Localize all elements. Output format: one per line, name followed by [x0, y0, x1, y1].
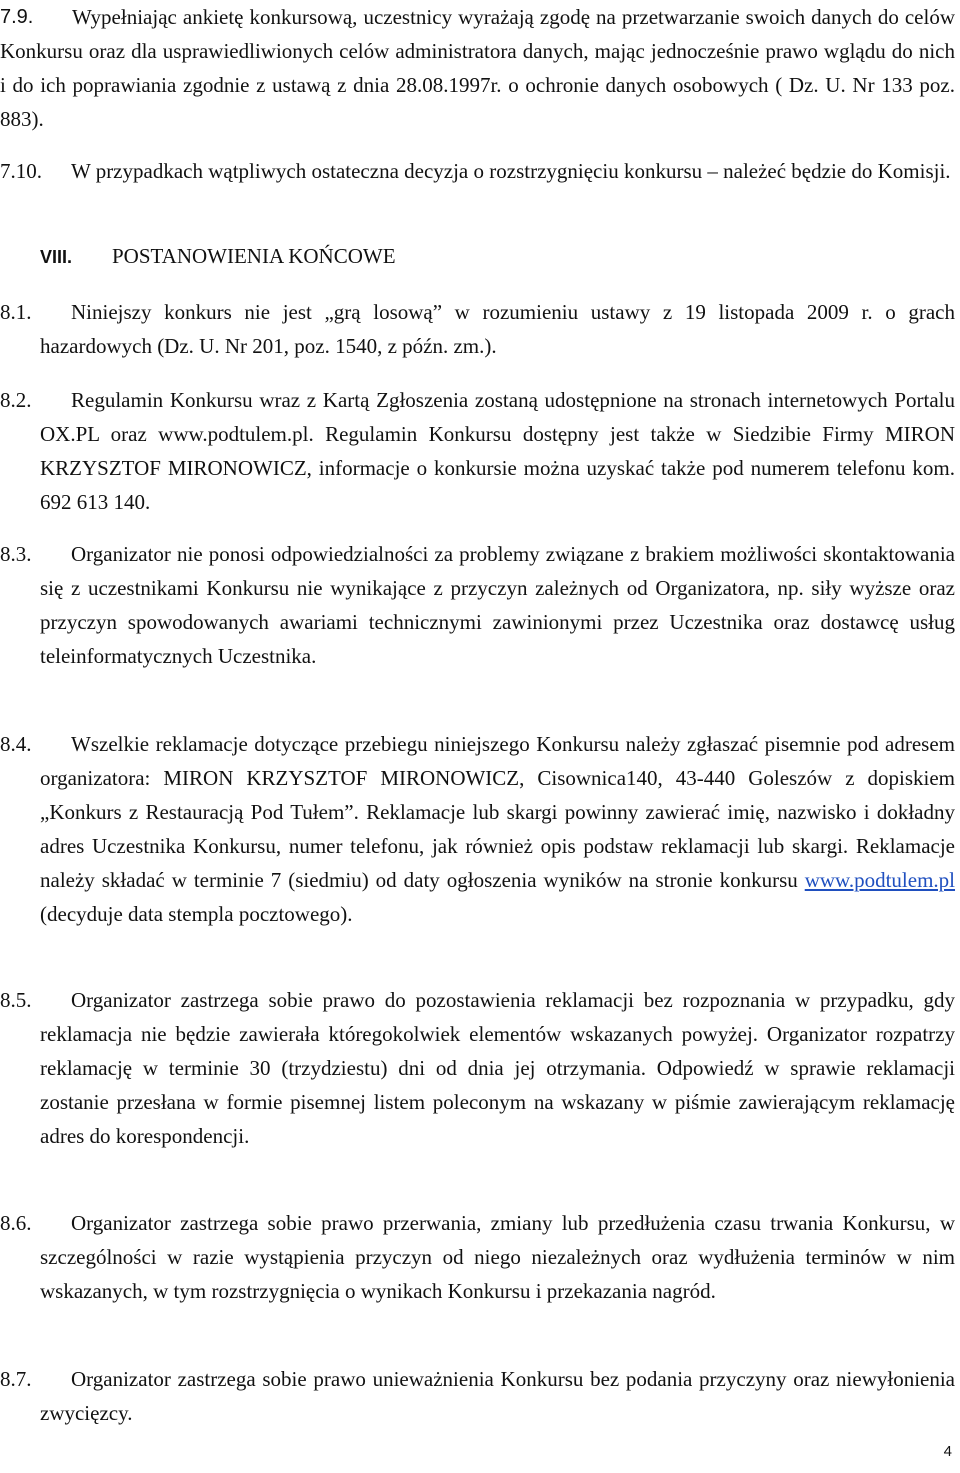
paragraph-text: Wypełniając ankietę konkursową, uczestnicy wyrażają zgodę na przetwarzanie swoich danych do celów Konkursu oraz dla usprawiedliwionych celów administratora danych, mając jednocześnie prawo wglądu do nich i do ich poprawiania zgodnie z ustawą z dnia 28.08.1997r. o ochronie danych osobowych ( Dz. U. Nr 133 poz. 883). [0, 5, 955, 131]
paragraph-number: 8.1. [0, 300, 32, 324]
page-number: 4 [943, 1443, 952, 1460]
paragraph-7-9 [0, 0, 955, 136]
paragraph-text-after-link: (decyduje data stempla pocztowego). [40, 902, 353, 926]
paragraph-number: 8.4. [0, 732, 32, 756]
paragraph-number: 8.6. [0, 1211, 32, 1235]
paragraph-number: 8.3. [0, 542, 32, 566]
paragraph-7-10 [0, 154, 955, 188]
paragraph-number: 7.10. [0, 159, 42, 183]
paragraph-text: Organizator nie ponosi odpowiedzialności za problemy związane z brakiem możliwości skontaktowania się z uczestnikami Konkursu nie wynikające z przyczyn zależnych od Organizatora, np. siły wyższe oraz przyczyn spowodowanych awariami technicznymi zawinionymi przez Uczestnika oraz dostawcę usług teleinformatycznych Uczestnika. [40, 542, 955, 668]
paragraph-8-5 [0, 983, 955, 1153]
paragraph-number: 8.7. [0, 1367, 32, 1391]
paragraph-8-7 [0, 1362, 955, 1430]
paragraph-text: W przypadkach wątpliwych ostateczna decyzja o rozstrzygnięciu konkursu – należeć będzie do Komisji. [71, 159, 951, 183]
paragraph-8-3 [0, 537, 955, 673]
paragraph-text: Regulamin Konkursu wraz z Kartą Zgłoszenia zostaną udostępnione na stronach internetowych Portalu OX.PL oraz www.podtulem.pl. Regulamin Konkursu dostępny jest także w Siedzibie Firmy MIRON KRZYSZTOF MIRONOWICZ, informacje o konkursie można uzyskać także pod numerem telefonu kom. 692 613 140. [40, 388, 955, 514]
paragraph-text: Niniejszy konkurs nie jest „grą losową” w rozumieniu ustawy z 19 listopada 2009 r. o grach hazardowych (Dz. U. Nr 201, poz. 1540, z późn. zm.). [40, 300, 955, 358]
paragraph-number: 8.5. [0, 988, 32, 1012]
paragraph-text: Organizator zastrzega sobie prawo unieważnienia Konkursu bez podania przyczyny oraz niewyłonienia zwycięzcy. [40, 1367, 955, 1425]
section-roman-numeral: VIII. [40, 247, 73, 267]
paragraph-number: 7.9. [0, 6, 34, 28]
paragraph-text [0, 727, 955, 931]
paragraph-8-1 [0, 295, 955, 363]
paragraph-8-6 [0, 1206, 955, 1308]
paragraph-8-2 [0, 383, 955, 519]
paragraph-text: Organizator zastrzega sobie prawo do pozostawienia reklamacji bez rozpoznania w przypadku, gdy reklamacja nie będzie zawierała któregokolwiek elementów wskazanych powyżej. Organizator rozpatrzy reklamację w terminie 30 (trzydziestu) dni od dnia jej otrzymania. Odpowiedź w sprawie reklamacji zostanie przesłana w formie pisemnej listem poleconym na wskazany w piśmie zawierającym reklamację adres do korespondencji. [40, 988, 955, 1148]
podtulem-link[interactable]: www.podtulem.pl [804, 868, 956, 892]
paragraph-8-4 [0, 727, 955, 931]
paragraph-text-before-link: Wszelkie reklamacje dotyczące przebiegu niniejszego Konkursu należy zgłaszać pisemnie pod adresem organizatora: MIRON KRZYSZTOF MIRONOWICZ, Cisownica140, 43-440 Goleszów z dopiskiem „Konkurs z Restauracją Pod Tułem”. Reklamacje lub skargi powinny zawierać imię, nazwisko i dokładny adres Uczestnika Konkursu, numer telefonu, jak również opis podstaw reklamacji lub skargi. Reklamacje należy składać w terminie 7 (siedmiu) od daty ogłoszenia wyników na stronie konkursu [40, 732, 955, 892]
section-title: POSTANOWIENIA KOŃCOWE [112, 244, 396, 268]
paragraph-number: 8.2. [0, 388, 32, 412]
section-heading [40, 239, 396, 274]
paragraph-text: Organizator zastrzega sobie prawo przerwania, zmiany lub przedłużenia czasu trwania Konkursu, w szczególności w razie wystąpienia przyczyn od niego niezależnych oraz wydłużenia terminów w nim wskazanych, w tym rozstrzygnięcia o wynikach Konkursu i przekazania nagród. [40, 1211, 955, 1303]
